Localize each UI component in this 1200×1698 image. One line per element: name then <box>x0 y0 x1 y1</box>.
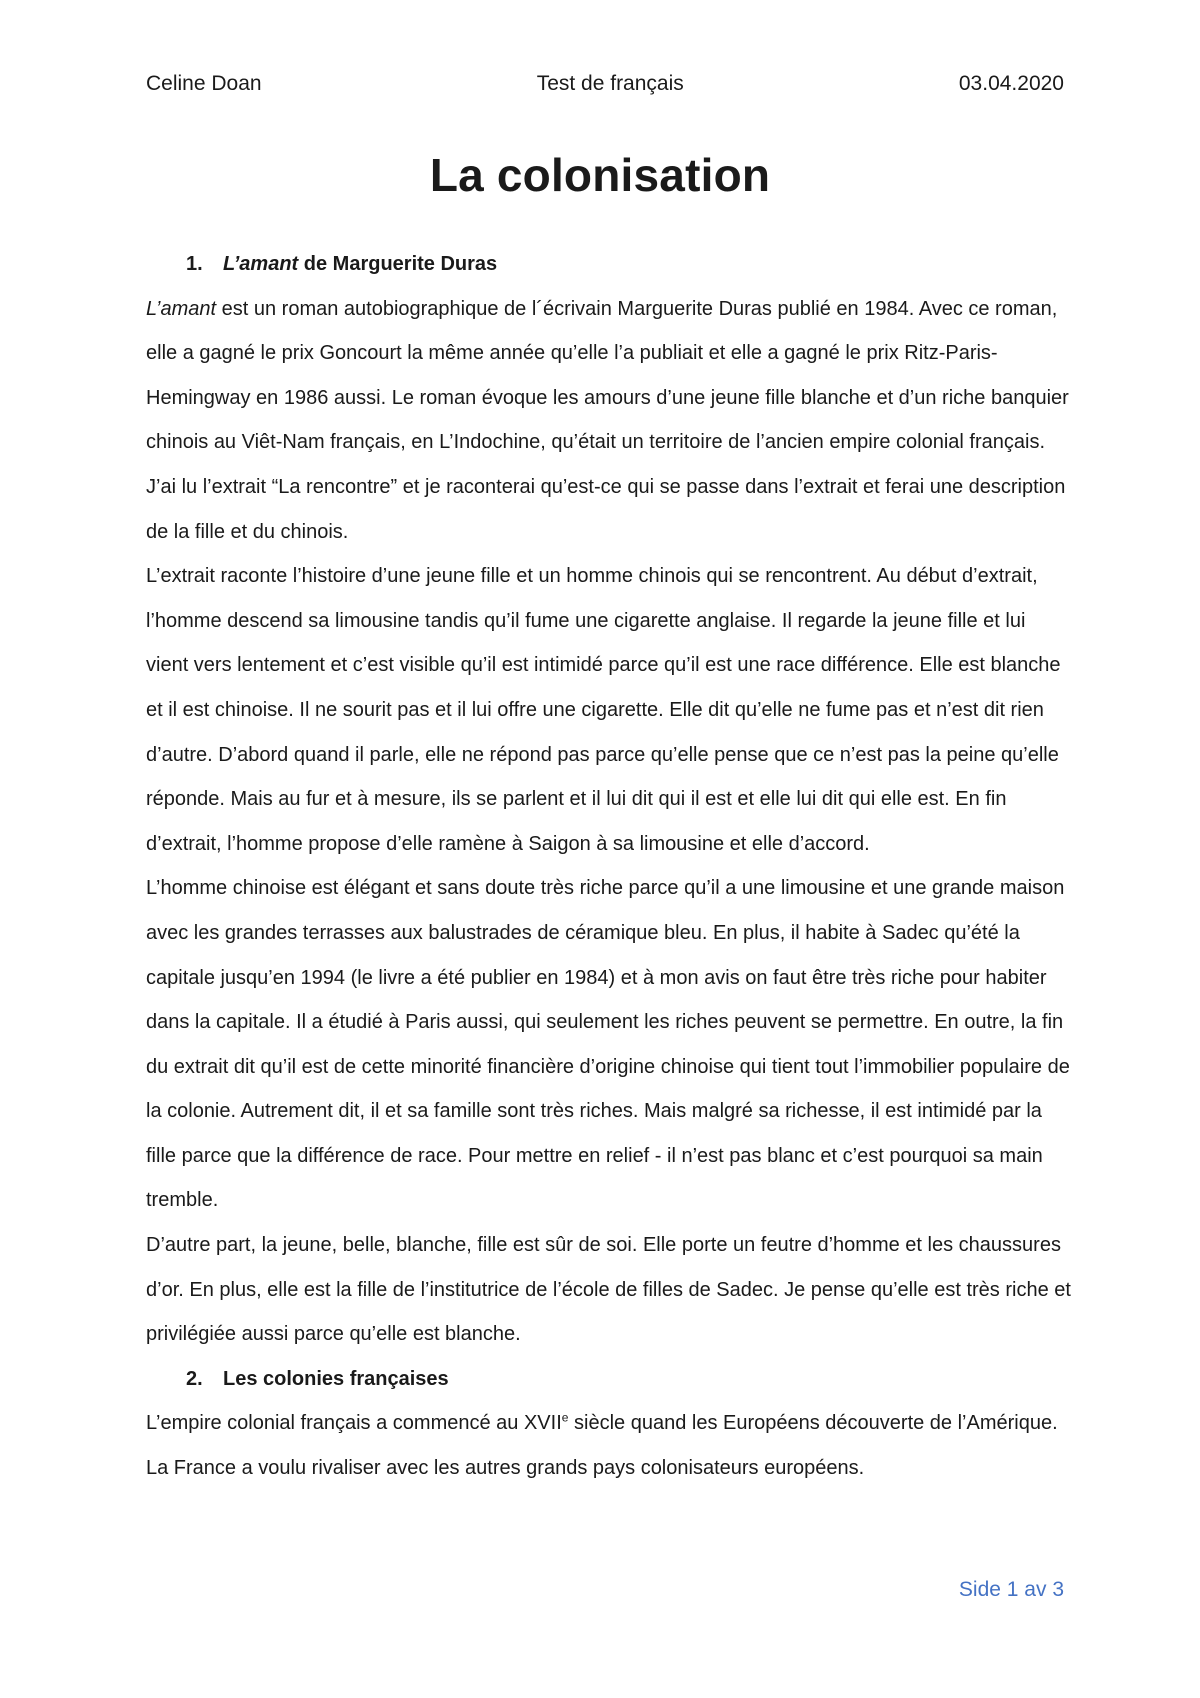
section-1-paragraph-1-text: est un roman autobiographique de l´écrivain Marguerite Duras publié en 1984. Avec ce roman, elle a gagné le prix Goncourt la même année qu’elle l’a publiait et elle a gagné le prix Ritz-Paris-Hemingway en 1986 aussi. Le roman évoque les amours d’une jeune fille blanche et d’un riche banquier chinois au Viêt-Nam français, en L’Indochine, qu’était un territoire de l’ancien empire colonial français. J’ai lu l’extrait “La rencontre” et je raconterai qu’est-ce qui se passe dans l’extrait et ferai une description de la fille et du chinois. <box>146 297 1069 543</box>
section-2-title: Les colonies françaises <box>223 1367 449 1390</box>
section-2-paragraph-1-before: L’empire colonial français a commencé au XVII <box>146 1412 562 1435</box>
section-1-paragraph-3: L’homme chinoise est élégant et sans doute très riche parce qu’il a une limousine et une grande maison avec les grandes terrasses aux balustrades de céramique bleu. En plus, il habite à Sadec qu’été la capitale jusqu’en 1994 (le livre a été publier en 1984) et à mon avis on faut être très riche pour habiter dans la capitale. Il a étudié à Paris aussi, qui seulement les riches peuvent se permettre. En outre, la fin du extrait dit qu’il est de cette minorité financière d’origine chinoise qui tient tout l’immobilier populaire de la colonie. Autrement dit, il et sa famille sont très riches. Mais malgré sa richesse, il est intimidé par la fille parce que la différence de race. Pour mettre en relief - il n’est pas blanc et c’est pourquoi sa main tremble. <box>146 877 1070 1212</box>
document-body <box>146 242 1071 1491</box>
section-2-heading <box>146 1357 1071 1402</box>
section-2-paragraph-1-after: siècle quand les Européens découverte de l’Amérique. La France a voulu rivaliser avec les autres grands pays colonisateurs européens. <box>146 1412 1058 1480</box>
document-title: La colonisation <box>429 149 771 201</box>
section-1-number: 1. <box>186 253 203 275</box>
section-2-paragraph-1 <box>146 1401 1071 1490</box>
section-1-title-rest: de Marguerite Duras <box>298 253 498 275</box>
header-date: 03.04.2020 <box>958 72 1064 95</box>
section-1-paragraph-2: L’extrait raconte l’histoire d’une jeune fille et un homme chinois qui se rencontrent. Au début d’extrait, l’homme descend sa limousine tandis qu’il fume une cigarette anglaise. Il regarde la jeune fille et lui vient vers lentement et c’est visible qu’il est intimidé parce qu’il est une race différence. Elle est blanche et il est chinoise. Il ne sourit pas et il lui offre une cigarette. Elle dit qu’elle ne fume pas et n’est dit rien d’autre. D’abord quand il parle, elle ne répond pas parce qu’elle pense que ce n’est pas la peine qu’elle réponde. Mais au fur et à mesure, ils se parlent et il lui dit qui il est et elle lui dit qui elle est. En fin d’extrait, l’homme propose d’elle ramène à Saigon à sa limousine et elle d’accord. <box>146 565 1061 855</box>
section-1-paragraph-1 <box>146 287 1071 555</box>
page-header <box>146 72 1064 96</box>
header-subject: Test de français <box>536 72 684 95</box>
section-1-paragraph-4: D’autre part, la jeune, belle, blanche, fille est sûr de soi. Elle porte un feutre d’homme et les chaussures d’or. En plus, elle est la fille de l’institutrice de l’école de filles de Sadec. Je pense qu’elle est très riche et privilégiée aussi parce qu’elle est blanche. <box>146 1234 1071 1346</box>
section-1-paragraph-1-italic: L’amant <box>146 297 217 320</box>
section-2-number: 2. <box>186 1367 203 1390</box>
century-superscript: e <box>561 1410 569 1425</box>
section-1-title-italic: L’amant <box>223 253 299 275</box>
header-author: Celine Doan <box>146 72 262 95</box>
section-1-heading <box>146 242 1071 287</box>
page-number-footer: Side 1 av 3 <box>958 1578 1064 1601</box>
